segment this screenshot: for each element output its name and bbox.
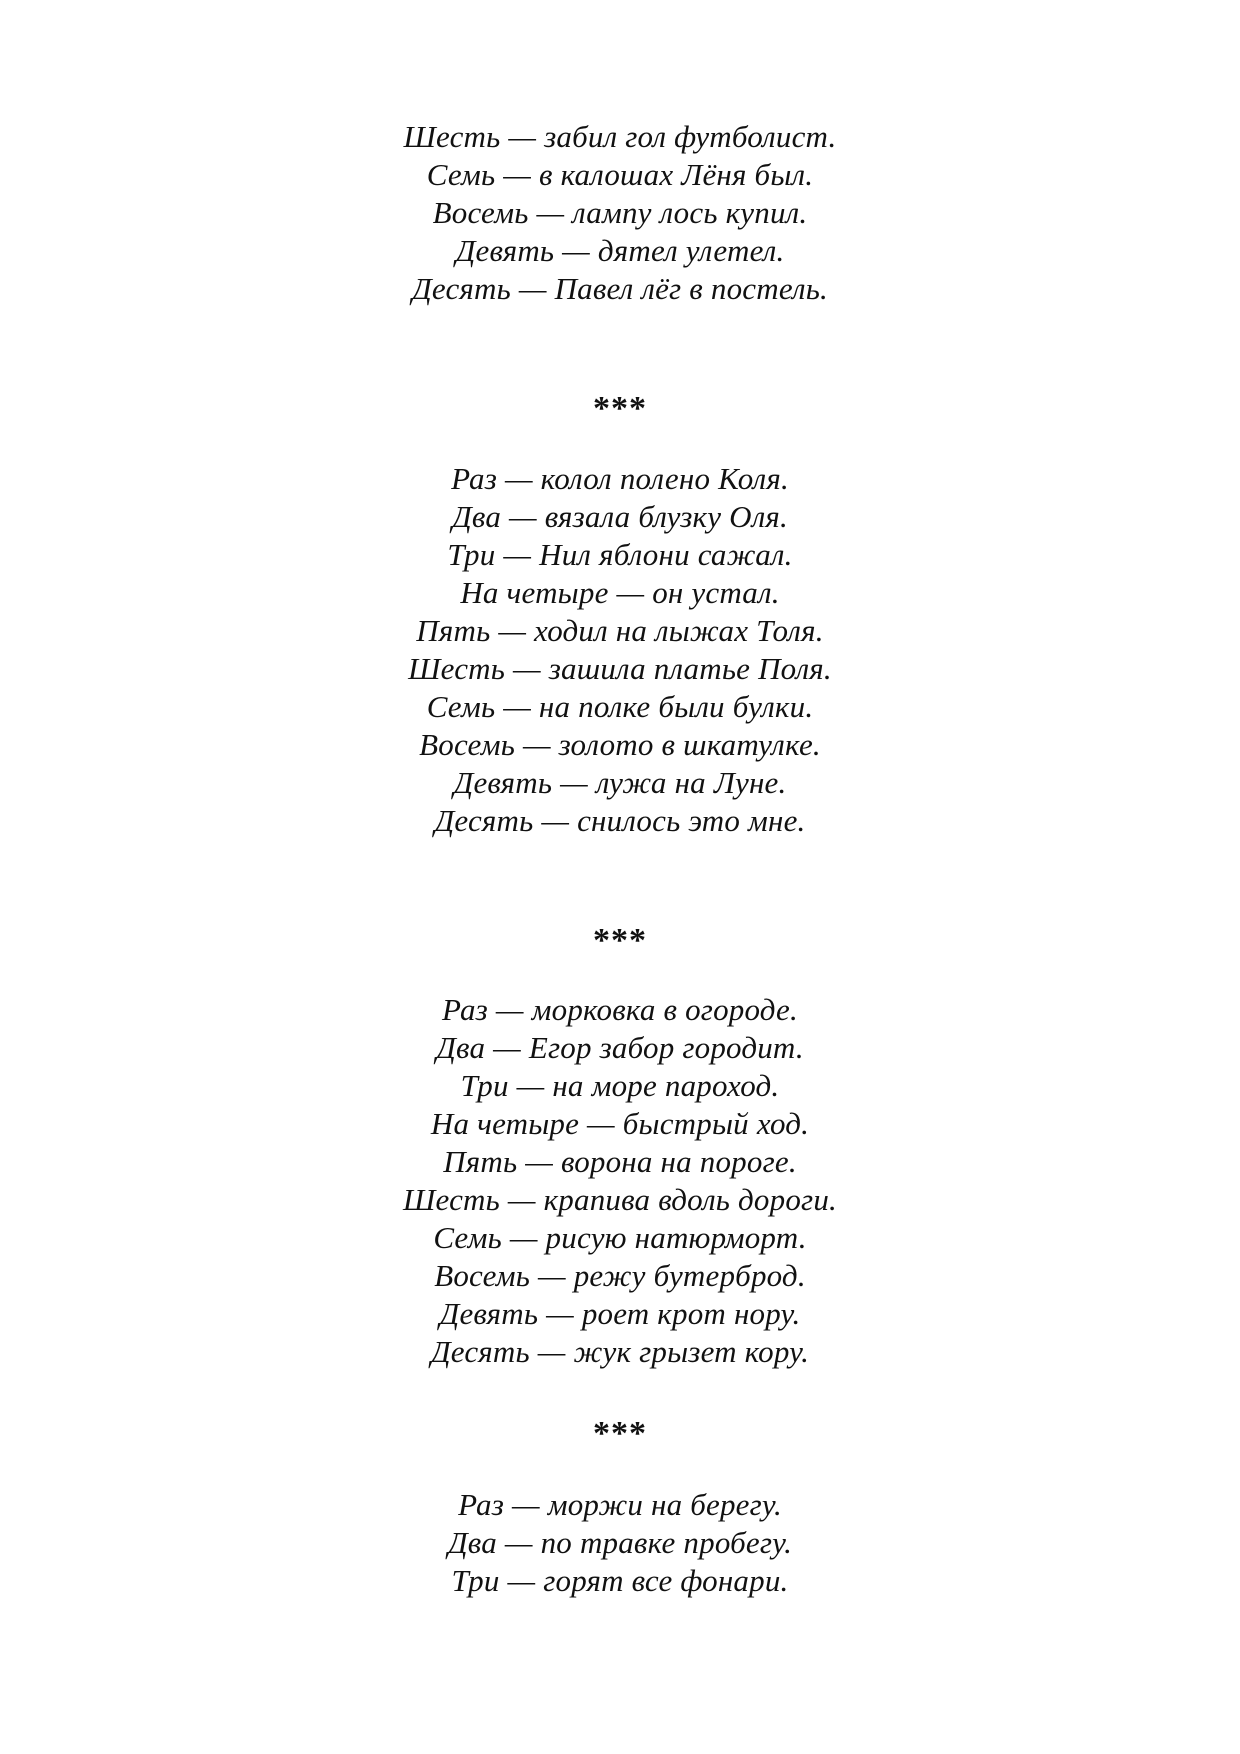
poem-line: Десять — жук грызет кору. bbox=[430, 1334, 810, 1369]
poem-line: Три — Нил яблони сажал. bbox=[447, 537, 793, 572]
poem-line: Шесть — забил гол футболист. bbox=[403, 119, 837, 154]
poem-line: На четыре — быстрый ход. bbox=[430, 1106, 810, 1141]
poem-line: Три — горят все фонари. bbox=[451, 1563, 789, 1598]
poem-line: На четыре — он устал. bbox=[460, 575, 780, 610]
poem-line: Раз — моржи на берегу. bbox=[458, 1487, 782, 1522]
poem-line: Два — вязала блузку Оля. bbox=[452, 499, 788, 534]
stanza-separator: *** bbox=[593, 1415, 647, 1452]
stanza-4 bbox=[0, 1486, 1240, 1600]
stanza-separator: *** bbox=[593, 922, 647, 959]
stanza-2 bbox=[0, 460, 1240, 840]
stanza-separator: *** bbox=[593, 390, 647, 427]
poem-line: Семь — в калошах Лёня был. bbox=[426, 157, 814, 192]
poem-line: Девять — роет крот нору. bbox=[439, 1296, 801, 1331]
poem-line: Два — Егор забор городит. bbox=[436, 1030, 804, 1065]
poem-line: Девять — лужа на Луне. bbox=[453, 765, 787, 800]
poem-line: Раз — колол полено Коля. bbox=[451, 461, 789, 496]
poem-line: Восемь — золото в шкатулке. bbox=[419, 727, 821, 762]
poem-line: Десять — Павел лёг в постель. bbox=[411, 271, 829, 306]
stanza-3 bbox=[0, 991, 1240, 1371]
poem-line: Восемь — режу бутерброд. bbox=[434, 1258, 806, 1293]
poem-line: Семь — на полке были булки. bbox=[426, 689, 814, 724]
poem-line: Шесть — крапива вдоль дороги. bbox=[403, 1182, 837, 1217]
poem-line: Раз — морковка в огороде. bbox=[442, 992, 798, 1027]
poem-line: Три — на море пароход. bbox=[460, 1068, 780, 1103]
poem-line: Шесть — зашила платье Поля. bbox=[408, 651, 832, 686]
poem-line: Десять — снилось это мне. bbox=[434, 803, 806, 838]
poem-line: Семь — рисую натюрморт. bbox=[433, 1220, 807, 1255]
poem-line: Девять — дятел улетел. bbox=[455, 233, 785, 268]
poem-line: Два — по травке пробегу. bbox=[447, 1525, 793, 1560]
poem-line: Восемь — лампу лось купил. bbox=[432, 195, 808, 230]
stanza-1 bbox=[0, 118, 1240, 308]
poem-line: Пять — ворона на пороге. bbox=[443, 1144, 797, 1179]
poem-line: Пять — ходил на лыжах Толя. bbox=[416, 613, 824, 648]
